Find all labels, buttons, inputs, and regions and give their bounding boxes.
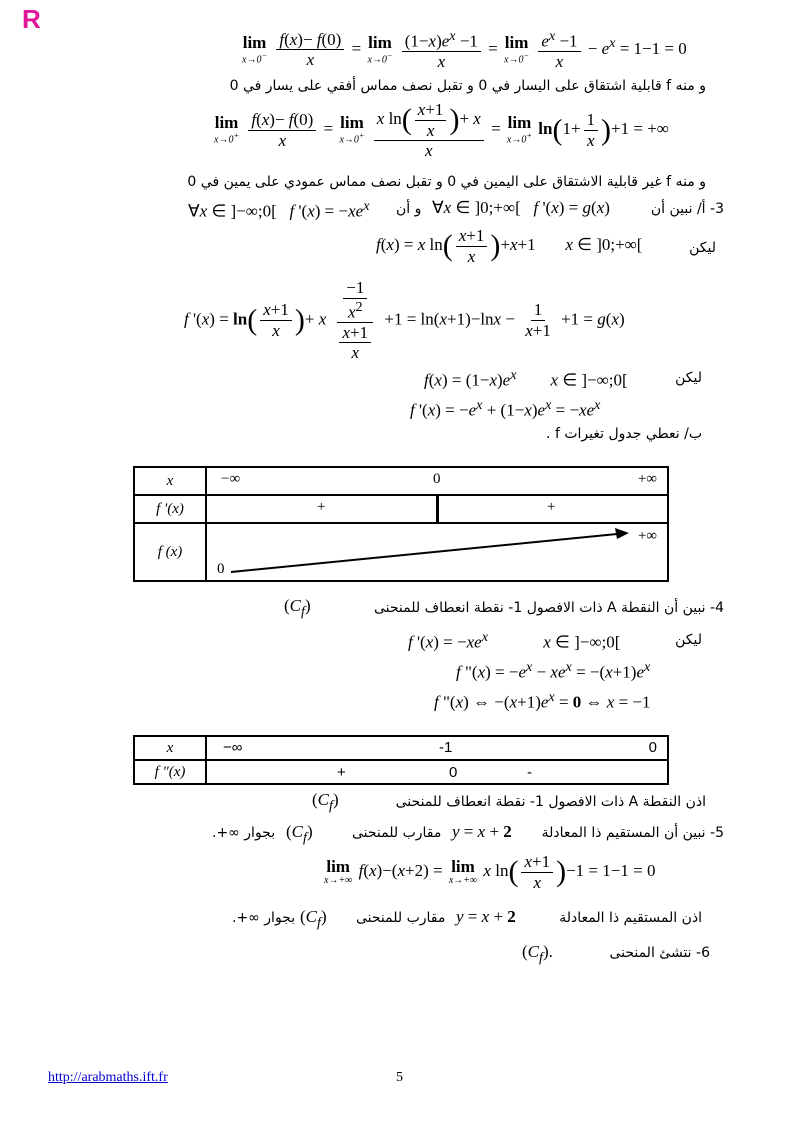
- variation-end-value: +∞: [637, 528, 657, 544]
- footer-link[interactable]: http://arabmaths.ift.fr: [48, 1070, 168, 1085]
- curve-cf-label-5: $(C_f)$.: [522, 942, 553, 966]
- curve-cf-label-2: $(C_f)$: [312, 790, 339, 814]
- text-line-5: ليكن: [675, 370, 702, 386]
- table2-sign-row: [206, 760, 668, 784]
- asymptote-equation-2: y = x + 2: [456, 907, 516, 926]
- header-zero: 0: [433, 471, 441, 487]
- sign-table: [133, 735, 669, 785]
- equation-f-def-pos: f(x) = x ln( $\frac{x+1}{x}$ )+x+1 x ∈ ]0;+∞[: [376, 226, 643, 266]
- asymptote-equation: y = x + 2: [452, 822, 512, 841]
- text-line-11: اذن المستقيم ذا المعادلة: [559, 910, 702, 926]
- variation-table: [133, 466, 669, 582]
- t2-sign-minus: -: [527, 764, 532, 781]
- text-line-10b: مقارب للمنحنى: [352, 825, 442, 841]
- text-line-4: ليكن: [689, 240, 716, 256]
- double-bar: [436, 494, 439, 524]
- logo: R: [22, 4, 41, 34]
- text-line-8: ليكن: [675, 632, 702, 648]
- equation-limit-left: lim x→0− $\frac{f(x)- f(0)}{x}$ = lim x→0− $\frac{(1-x)e^x -1}{x}$ = lim x→0− $\frac{e^x -1}{x}$ − $e^x = 1-1 = 0$: [242, 28, 687, 72]
- equation-fprime-neg-2: f '$(x) = -xe^x$ x ∈ ]−∞;0[: [408, 629, 621, 652]
- header-plus-inf: +∞: [637, 471, 657, 487]
- curve-cf-label: $(C_f)$: [284, 596, 311, 620]
- text-line-10c: بجوار ∞+.: [212, 825, 276, 841]
- t2-minus-inf: −∞: [223, 739, 243, 756]
- equation-derivative-neg: ∀x ∈ ]−∞;0[ f '$(x) = -xe^x$: [188, 198, 370, 221]
- t2-zero: 0: [648, 739, 657, 756]
- table2-label-fsecond: f "(x): [134, 760, 206, 784]
- sign-plus-left: +: [317, 499, 326, 515]
- curve-cf-label-3: $(C_f)$: [286, 822, 313, 846]
- increasing-arrow-icon: [207, 524, 669, 580]
- equation-limit-right: lim x→0+ $\frac{f(x)- f(0)}{x}$ = lim x→0+ x ln( $\frac{x+1}{x}$ )+ x x = lim x→0+ ln(1+ $\frac{1}{x}$ )+1 = +∞: [214, 100, 669, 161]
- t2-sign-zero: 0: [449, 764, 458, 781]
- equation-fprime-neg: f '$(x) = -e^x + (1-x)e^x = -xe^x$: [410, 397, 601, 420]
- table2-header-range: [206, 736, 668, 760]
- text-line-11b: مقارب للمنحنى: [356, 910, 446, 926]
- text-and: و أن: [396, 201, 422, 217]
- text-line-2: و منه f غير قابلية الاشتقاق على اليمين في 0 و تقبل نصف مماس عمودي على يمين في 0: [187, 174, 706, 190]
- text-line-11c: بجوار ∞+.: [232, 910, 296, 926]
- equation-fsecond: f "$(x) = -e^x - xe^x = -(x+1)e^x$: [456, 659, 651, 682]
- curve-cf-label-4: $(C_f)$: [300, 907, 327, 931]
- equation-limit-asymptote: lim x→+∞ f(x)−(x+2) = lim x→+∞ x ln( $\frac{x+1}{x}$ )−1 = 1−1 = 0: [324, 852, 656, 892]
- sign-plus-right: +: [547, 499, 556, 515]
- row-label-f: f (x): [134, 523, 206, 581]
- page-number: 5: [396, 1070, 403, 1085]
- equation-derivative-expansion: f '(x) = ln( $\frac{x+1}{x}$ )+ x $\frac{\frac{-1}{x^2}}{\frac{x+1}{x}}$ +1 = ln(x+1)−lnx − $\frac{1}{x+1}$ +1 = g(x): [184, 278, 625, 363]
- equation-fsecond-zero: f "(x) ⇔ $-(x+1)e^x = 0$ ⇔ x = −1: [434, 689, 651, 712]
- t2-minus-one: -1: [439, 739, 453, 756]
- text-line-3: 3- أ/ نبين أن: [650, 201, 724, 217]
- row-label-fprime: f '(x): [134, 495, 206, 523]
- row-variation-f: [206, 523, 668, 581]
- text-line-10: 5- نبين أن المستقيم ذا المعادلة: [541, 825, 724, 841]
- t2-sign-plus: +: [337, 764, 346, 781]
- text-line-1: و منه f قابلية اشتقاق على اليسار في 0 و تقبل نصف مماس أفقي على يسار في 0: [229, 78, 706, 94]
- text-line-6: ب/ نعطي جدول تغيرات f .: [546, 426, 702, 442]
- header-minus-inf: −∞: [221, 471, 241, 487]
- text-line-7: 4- نبين أن النقطة A ذات الافصول 1- نقطة انعطاف للمنحنى: [374, 600, 724, 616]
- table-header-x: x: [134, 467, 206, 495]
- equation-f-def-neg: $f(x) = (1-x)e^x$ x ∈ ]−∞;0[: [424, 367, 628, 390]
- table2-header-x: x: [134, 736, 206, 760]
- text-line-12: 6- نتشئ المنحنى: [609, 945, 710, 961]
- equation-derivative-g: ∀x ∈ ]0;+∞[ f '(x) = g(x): [432, 198, 610, 217]
- row-sign-fprime: [206, 495, 668, 523]
- text-line-9: اذن النقطة A ذات الافصول 1- نقطة انعطاف للمنحنى: [395, 794, 706, 810]
- table-header-range: [206, 467, 668, 495]
- variation-start-value: 0: [217, 561, 225, 577]
